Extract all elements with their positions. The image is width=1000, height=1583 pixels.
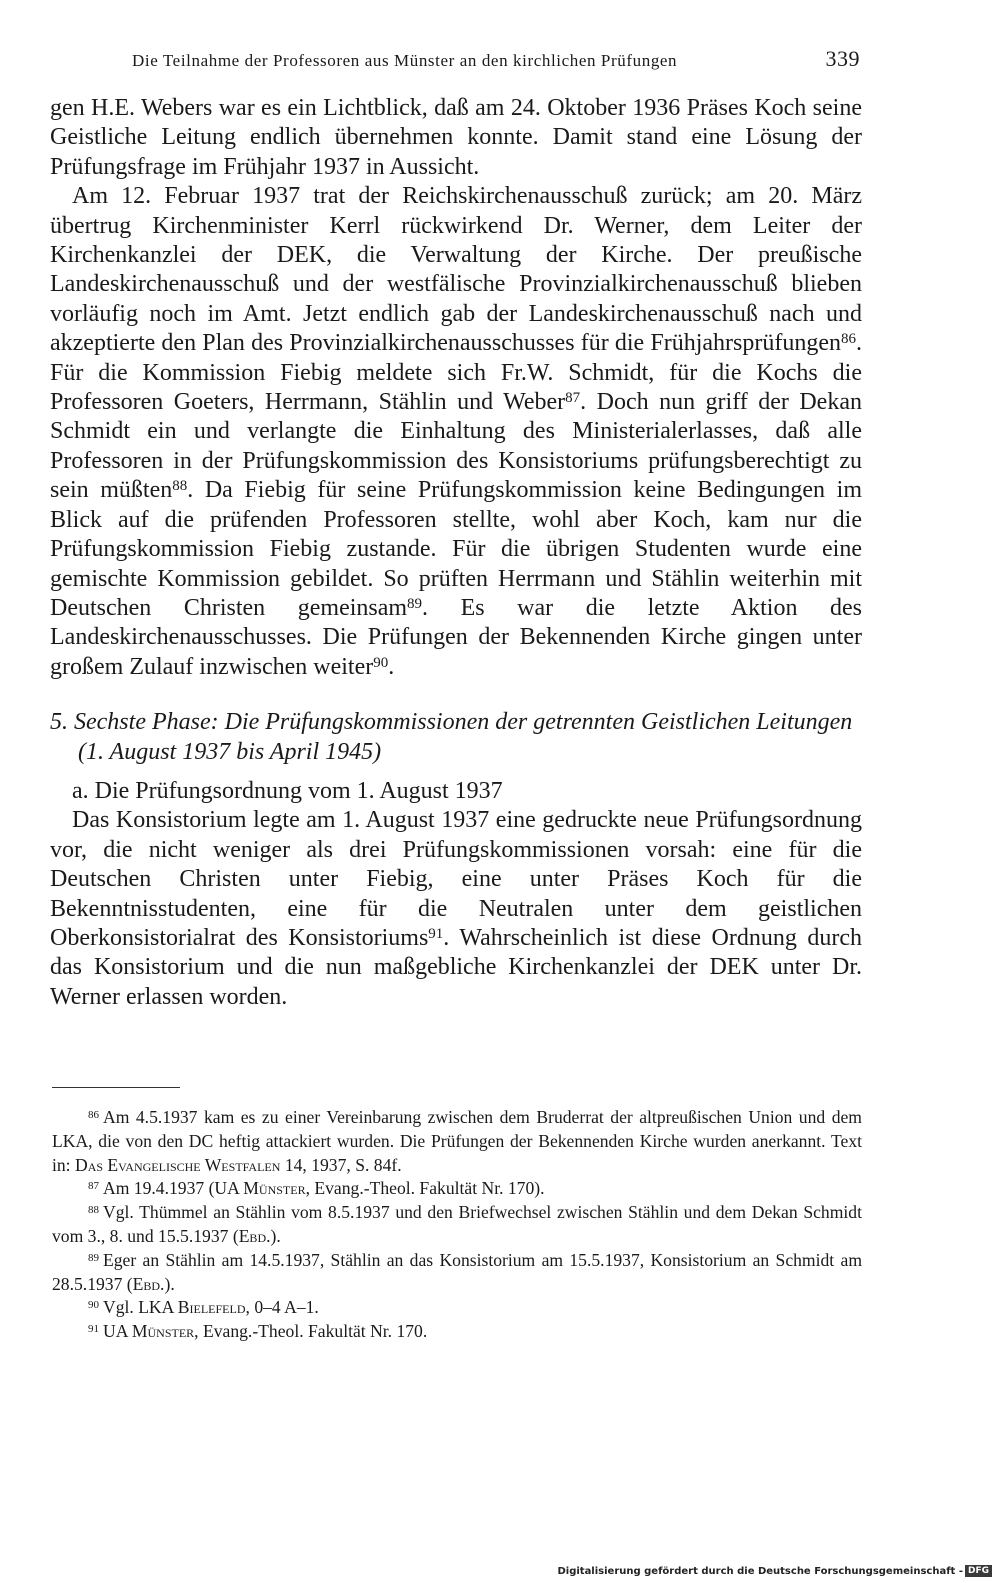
running-title: Die Teilnahme der Professoren aus Münster an den kirchlichen Prüfungen: [132, 51, 678, 70]
footnote-ref[interactable]: 87: [565, 390, 581, 407]
footnote-91: $^{91}$ UA Münster, Evang.-Theol. Fakultät Nr. 170.: [88, 1321, 428, 1342]
section-heading: 5. Sechste Phase: Die Prüfungskommissionen der getrennten Geistlichen Leitungen (1. August 1937 bis April 1945): [50, 709, 853, 765]
footnote-90: $^{90}$ Vgl. LKA Bielefeld, 0–4 A–1.: [88, 1297, 319, 1318]
footnote-number: 90: [88, 1299, 99, 1312]
footnote-number: 89: [88, 1251, 99, 1264]
footer-text: Digitalisierung gefördert durch die Deutsche Forschungsgemeinschaft -: [557, 1565, 963, 1577]
footnote-number: 87: [88, 1180, 99, 1193]
footnote-ref[interactable]: 91: [428, 925, 444, 942]
footnote-86: $^{86}$ Am 4.5.1937 kam es zu einer Vereinbarung zwischen dem Bruderrat der altpreußischen Union und dem LKA, die von den DC heftig attackiert wurden. Die Prüfungen der Bekennenden Kirche wurden anerkannt. Text in: Das Evangelische Westfalen 14, 1937, S. 84f.: [52, 1107, 862, 1175]
paragraph-1: gen H.E. Webers war es ein Lichtblick, daß am 24. Oktober 1936 Präses Koch seine Geistliche Leitung endlich übernehmen konnte. Damit stand eine Lösung der Prüfungsfrage im Frühjahr 1937 in Aussicht.: [50, 95, 862, 180]
footnote-89: $^{89}$ Eger an Stählin am 14.5.1937, Stählin an das Konsistorium am 15.5.1937, Konsistorium an Schmidt am 28.5.1937 (Ebd.).: [52, 1249, 862, 1294]
running-header: [132, 46, 860, 72]
paragraph-2: Am 12. Februar 1937 trat der Reichskirchenausschuß zurück; am 20. März übertrug Kirchenminister Kerrl rückwirkend Dr. Werner, dem Leiter der Kirchenkanzlei der DEK, die Verwaltung der Kirche. Der preußische Landeskirchenausschuß und der westfälische Provinzialkirchenausschuß blieben vorläufig noch im Amt. Jetzt endlich gab der Landeskirchenausschuß nach und akzeptierte den Plan des Provinzialkirchenausschusses für die Frühjahrsprüfungen$^{86}$. Für die Kommission Fiebig meldete sich Fr.W. Schmidt, für die Kochs die Professoren Goeters, Herrmann, Stählin und Weber$^{87}$. Doch nun griff der Dekan Schmidt ein und verlangte die Einhaltung des Ministerialerlasses, daß alle Professoren in der Prüfungskommission des Konsistoriums prüfungsberechtigt zu sein müßten$^{88}$. Da Fiebig für seine Prüfungskommission keine Bedingungen im Blick auf die prüfenden Professoren stellte, wohl aber Koch, kam nur die Prüfungskommission Fiebig zustande. Für die übrigen Studenten wurde eine gemischte Kommission gebildet. So prüften Herrmann und Stählin weiterhin mit Deutschen Christen gemeinsam$^{89}$. Es war die letzte Aktion des Landeskirchenausschusses. Die Prüfungen der Bekennenden Kirche gingen unter großem Zulauf inzwischen weiter$^{90}$.: [50, 183, 862, 680]
paragraph-3: Das Konsistorium legte am 1. August 1937 eine gedruckte neue Prüfungsordnung vor, die nicht weniger als drei Prüfungskommissionen vorsah: eine für die Deutschen Christen unter Fiebig, eine unter Präses Koch für die Bekenntnisstudenten, eine für die Neutralen unter dem geistlichen Oberkonsistorialrat des Konsistoriums$^{91}$. Wahrscheinlich ist diese Ordnung durch das Konsistorium und die nun maßgebliche Kirchenkanzlei der DEK unter Dr. Werner erlassen worden.: [50, 807, 862, 1010]
footnote-ref[interactable]: 86: [841, 331, 856, 348]
page-number: 339: [825, 46, 860, 71]
footnote-ref[interactable]: 88: [172, 478, 188, 495]
footnote-number: 91: [88, 1323, 99, 1336]
footnote-number: 88: [88, 1204, 99, 1217]
footnote-88: $^{88}$ Vgl. Thümmel an Stählin vom 8.5.1937 und den Briefwechsel zwischen Stählin und dem Dekan Schmidt vom 3., 8. und 15.5.1937 (Ebd.).: [52, 1202, 862, 1246]
footnote-87: $^{87}$ Am 19.4.1937 (UA Münster, Evang.-Theol. Fakultät Nr. 170).: [88, 1178, 545, 1199]
footnote-number: 86: [88, 1109, 99, 1121]
digitization-footer: [557, 1565, 992, 1577]
sub-heading: a. Die Prüfungsordnung vom 1. August 1937: [72, 777, 503, 804]
footnote-ref[interactable]: 89: [407, 595, 423, 612]
footnote-divider: [52, 1087, 180, 1088]
dfg-logo: DFG: [965, 1565, 992, 1577]
footnotes: [52, 1106, 862, 1344]
main-text: [50, 94, 862, 1012]
footnote-ref[interactable]: 90: [373, 654, 389, 671]
